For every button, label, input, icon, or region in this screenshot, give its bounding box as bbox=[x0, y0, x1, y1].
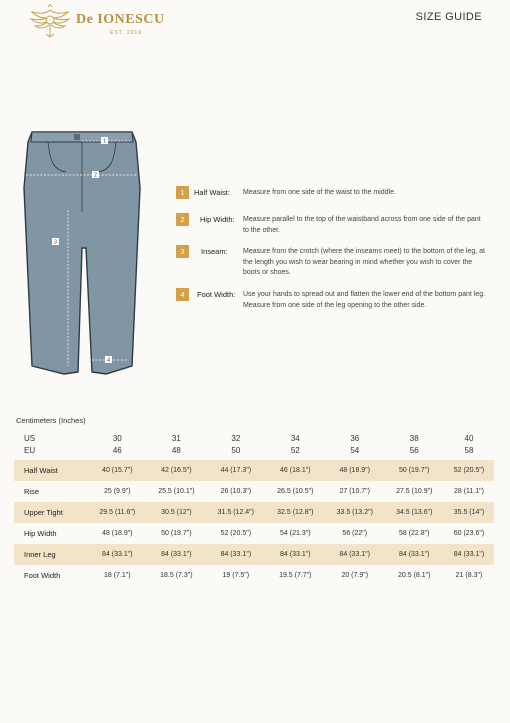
page-title: SIZE GUIDE bbox=[415, 11, 482, 23]
us-size: 31 bbox=[171, 433, 181, 443]
step-title: Inseam: bbox=[201, 247, 228, 256]
table-cell: 84 (33.1") bbox=[147, 544, 206, 565]
us-size: 32 bbox=[231, 433, 241, 443]
table-cell: 33.5 (13.2") bbox=[325, 502, 384, 523]
table-cell: 28 (11.1") bbox=[453, 488, 484, 495]
row-label: Hip Width bbox=[24, 529, 57, 538]
eu-size-row bbox=[14, 444, 494, 456]
table-cell: 42 (16.5") bbox=[147, 460, 206, 481]
row-label: Rise bbox=[24, 487, 40, 496]
row-label: Inner Leg bbox=[14, 544, 88, 565]
marker-1: 1 bbox=[103, 138, 106, 145]
table-cell: 56 (22") bbox=[342, 530, 368, 537]
table-cell: 84 (33.1") bbox=[444, 544, 494, 565]
us-size: 36 bbox=[350, 433, 360, 443]
table-cell: 30.5 (12") bbox=[147, 502, 206, 523]
marker-4: 4 bbox=[107, 357, 110, 364]
units-label: Centimeters (Inches) bbox=[16, 416, 86, 425]
table-cell: 84 (33.1") bbox=[266, 544, 325, 565]
marker-2: 2 bbox=[94, 172, 97, 179]
table-cell: 27.5 (10.9") bbox=[396, 488, 433, 495]
table-cell: 20 (7.9") bbox=[341, 572, 369, 579]
step-number-badge: 1 bbox=[176, 186, 189, 199]
step-title: Foot Width: bbox=[197, 290, 236, 299]
table-cell: 52 (20.5") bbox=[444, 460, 494, 481]
table-cell: 20.5 (8.1") bbox=[398, 572, 431, 579]
row-label: Upper Tight bbox=[14, 502, 88, 523]
table-row bbox=[14, 502, 494, 523]
row-label: Foot Width bbox=[24, 571, 61, 580]
brand-name: De IONESCU bbox=[76, 12, 165, 27]
step-description: Measure from the crotch (where the inseams meet) to the bottom of the leg, at the length you wish to wear bearing in mind whether you wish to cover the boots or shoes. bbox=[243, 248, 486, 276]
row-label: Half Waist bbox=[14, 460, 88, 481]
step-number-badge: 3 bbox=[176, 245, 189, 258]
table-cell: 25.5 (10.1") bbox=[158, 488, 195, 495]
table-cell: 58 (22.8") bbox=[398, 530, 430, 537]
table-cell: 52 (20.5") bbox=[220, 530, 252, 537]
eu-label: EU bbox=[24, 445, 36, 455]
eu-size: 46 bbox=[112, 445, 122, 455]
table-cell: 19 (7.5") bbox=[222, 572, 250, 579]
table-cell: 29.5 (11.6") bbox=[88, 502, 147, 523]
eu-size: 54 bbox=[350, 445, 360, 455]
eu-size: 56 bbox=[409, 445, 419, 455]
table-row bbox=[14, 460, 494, 481]
table-cell: 60 (23.6") bbox=[453, 530, 485, 537]
eagle-emblem-icon bbox=[28, 4, 72, 40]
step-number-badge: 2 bbox=[176, 213, 189, 226]
table-cell: 35.5 (14") bbox=[444, 502, 494, 523]
brand-established: EST. 2019 bbox=[110, 30, 143, 36]
table-row bbox=[14, 523, 494, 544]
pants-diagram bbox=[20, 128, 146, 388]
table-row bbox=[14, 565, 494, 586]
header bbox=[0, 0, 510, 44]
us-size-row bbox=[14, 432, 494, 444]
table-cell: 25 (9.9") bbox=[104, 488, 131, 495]
table-cell: 19.5 (7.7") bbox=[279, 572, 312, 579]
marker-3: 3 bbox=[54, 239, 57, 246]
us-size: 38 bbox=[409, 433, 419, 443]
us-label: US bbox=[24, 433, 36, 443]
waistband bbox=[31, 132, 133, 142]
table-cell: 18 (7.1") bbox=[104, 572, 131, 579]
table-cell: 54 (21.3") bbox=[280, 530, 311, 537]
table-cell: 84 (33.1") bbox=[385, 544, 444, 565]
table-cell: 84 (33.1") bbox=[206, 544, 265, 565]
table-cell: 26.5 (10.5") bbox=[277, 488, 314, 495]
us-size: 30 bbox=[112, 433, 122, 443]
eu-size: 48 bbox=[171, 445, 181, 455]
table-cell: 34.5 (13.6") bbox=[385, 502, 444, 523]
table-cell: 48 (18.9") bbox=[325, 460, 384, 481]
table-cell: 31.5 (12.4") bbox=[206, 502, 265, 523]
step-title: Hip Width: bbox=[200, 215, 235, 224]
table-cell: 32.5 (12.8") bbox=[266, 502, 325, 523]
table-cell: 44 (17.3") bbox=[206, 460, 265, 481]
table-cell: 84 (33.1") bbox=[88, 544, 147, 565]
step-number-badge: 4 bbox=[176, 288, 189, 301]
us-size: 40 bbox=[464, 433, 474, 443]
eu-size: 50 bbox=[231, 445, 241, 455]
table-cell: 84 (33.1") bbox=[325, 544, 384, 565]
step-description: Use your hands to spread out and flatten the lower end of the bottom pant leg. Measure from one side of the leg opening to the other side. bbox=[243, 291, 486, 309]
table-row bbox=[14, 544, 494, 565]
table-cell: 48 (18.9") bbox=[102, 530, 133, 537]
table-cell: 50 (19.7") bbox=[161, 530, 192, 537]
step-description: Measure from one side of the waist to the middle. bbox=[243, 189, 396, 196]
eu-size: 58 bbox=[464, 445, 474, 455]
step-description: Measure parallel to the top of the waistband across from one side of the pant to the other. bbox=[243, 216, 481, 234]
us-size: 34 bbox=[290, 433, 300, 443]
table-cell: 40 (15.7") bbox=[88, 460, 147, 481]
table-cell: 50 (19.7") bbox=[385, 460, 444, 481]
table-cell: 26 (10.3") bbox=[220, 488, 252, 495]
belt-loop-button bbox=[74, 134, 80, 140]
table-cell: 27 (10.7") bbox=[339, 488, 371, 495]
eu-size: 52 bbox=[290, 445, 300, 455]
table-row bbox=[14, 481, 494, 502]
table-cell: 21 (8.3") bbox=[455, 572, 483, 579]
step-title: Half Waist: bbox=[194, 188, 230, 197]
size-table bbox=[14, 432, 494, 586]
brand-logo[interactable] bbox=[28, 4, 178, 42]
table-cell: 46 (18.1") bbox=[266, 460, 325, 481]
table-cell: 18.5 (7.3") bbox=[160, 572, 193, 579]
